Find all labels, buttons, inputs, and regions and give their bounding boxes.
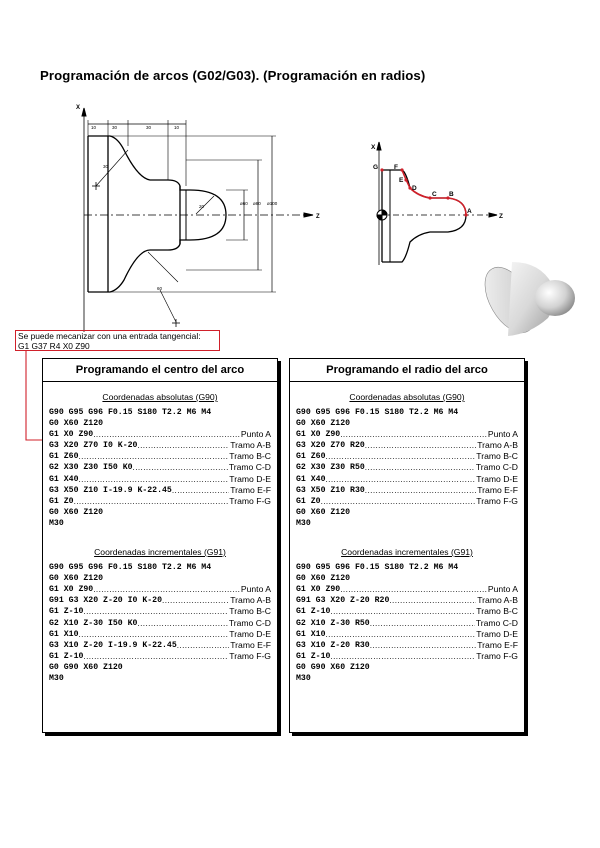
dim-top-1: 10 bbox=[91, 125, 97, 130]
axis-z-label: Z bbox=[316, 214, 320, 220]
code-block bbox=[43, 562, 277, 684]
dim-r20: 20 bbox=[199, 204, 205, 209]
point-f-label: F bbox=[394, 164, 398, 171]
code-text: G1 X10 bbox=[49, 629, 79, 639]
segment-label: Tramo D-E bbox=[476, 473, 518, 484]
dot-leader bbox=[162, 595, 229, 606]
code-block bbox=[290, 407, 524, 529]
segment-label: Tramo E-F bbox=[477, 639, 518, 650]
segment-label: Tramo B-C bbox=[476, 606, 518, 617]
part-drawing bbox=[82, 108, 313, 332]
code-line bbox=[49, 595, 271, 606]
code-line bbox=[296, 474, 518, 485]
code-text: G1 X0 Z90 bbox=[49, 585, 94, 595]
code-text: G1 Z60 bbox=[49, 452, 79, 462]
dot-leader bbox=[83, 606, 228, 617]
dot-leader bbox=[78, 629, 228, 640]
point-c-label: C bbox=[432, 191, 437, 198]
code-text: G2 X10 Z-30 I50 K0 bbox=[49, 618, 138, 628]
dot-leader bbox=[330, 606, 475, 617]
code-text: G0 G90 X60 Z120 bbox=[296, 662, 370, 672]
dim-top-4: 10 bbox=[174, 125, 180, 130]
code-line bbox=[49, 573, 271, 584]
segment-label: Tramo B-C bbox=[476, 451, 518, 462]
point-b-label: B bbox=[449, 191, 454, 198]
code-line bbox=[296, 496, 518, 507]
code-text: G1 Z0 bbox=[49, 496, 74, 506]
dot-leader bbox=[365, 440, 476, 451]
dot-leader bbox=[330, 651, 475, 662]
code-text: G90 G95 G96 F0.15 S180 T2.2 M6 M4 bbox=[296, 408, 459, 417]
dot-leader bbox=[340, 584, 487, 595]
dot-leader bbox=[340, 429, 487, 440]
axis-x-label-small: X bbox=[371, 144, 376, 151]
code-line bbox=[49, 629, 271, 640]
code-text: M30 bbox=[49, 518, 64, 528]
code-line bbox=[49, 474, 271, 485]
code-text: G1 Z60 bbox=[296, 452, 326, 462]
code-text: G1 Z-10 bbox=[296, 607, 331, 617]
code-block bbox=[290, 562, 524, 684]
code-text: G2 X30 Z30 R50 bbox=[296, 463, 365, 473]
code-line bbox=[296, 462, 518, 473]
code-text: G91 G3 X20 Z-20 R20 bbox=[296, 596, 390, 606]
dot-leader bbox=[325, 474, 475, 485]
segment-label: Tramo A-B bbox=[230, 440, 271, 451]
dot-leader bbox=[321, 496, 476, 507]
axis-z-label-small: Z bbox=[499, 213, 503, 220]
code-line bbox=[49, 418, 271, 429]
code-line bbox=[49, 673, 271, 684]
code-line bbox=[296, 440, 518, 451]
dot-leader bbox=[137, 618, 227, 629]
section-title-incremental: Coordenadas incrementales (G91) bbox=[94, 547, 226, 558]
segment-label: Tramo F-G bbox=[476, 495, 518, 506]
code-line bbox=[49, 562, 271, 573]
section-title-incremental: Coordenadas incrementales (G91) bbox=[341, 547, 473, 558]
code-text: G1 X10 bbox=[296, 629, 326, 639]
code-line bbox=[296, 651, 518, 662]
segment-label: Tramo F-G bbox=[229, 650, 271, 661]
code-line bbox=[296, 662, 518, 673]
dot-leader bbox=[133, 462, 228, 473]
code-text: G90 G95 G96 F0.15 S180 T2.2 M6 M4 bbox=[49, 563, 212, 573]
dim-d80: ø80 bbox=[253, 201, 261, 206]
code-line bbox=[49, 407, 271, 418]
code-line bbox=[296, 518, 518, 529]
code-text: M30 bbox=[296, 518, 311, 528]
segment-label: Tramo C-D bbox=[228, 462, 271, 473]
code-line bbox=[296, 673, 518, 684]
segment-label: Tramo C-D bbox=[475, 462, 518, 473]
code-line bbox=[49, 440, 271, 451]
part-3d-render bbox=[475, 259, 575, 341]
segment-label: Tramo E-F bbox=[230, 639, 271, 650]
code-text: G3 X20 Z70 R20 bbox=[296, 441, 365, 451]
code-line bbox=[296, 507, 518, 518]
panel-header: Programando el centro del arco bbox=[43, 359, 277, 382]
dot-leader bbox=[172, 485, 229, 496]
code-line bbox=[49, 518, 271, 529]
code-text: G0 X60 Z120 bbox=[49, 574, 104, 584]
dot-leader bbox=[93, 584, 240, 595]
panel-arc-center bbox=[42, 358, 278, 733]
code-text: G1 X40 bbox=[49, 474, 79, 484]
dot-leader bbox=[78, 451, 228, 462]
code-line bbox=[296, 418, 518, 429]
code-line bbox=[49, 496, 271, 507]
code-line bbox=[49, 462, 271, 473]
segment-label: Punto A bbox=[487, 584, 518, 595]
code-line bbox=[296, 640, 518, 651]
code-text: G0 G90 X60 Z120 bbox=[49, 662, 123, 672]
dim-60: 60 bbox=[157, 286, 163, 291]
code-text: G3 X50 Z10 I-19.9 K-22.45 bbox=[49, 485, 172, 495]
code-text: G0 X60 Z120 bbox=[49, 419, 104, 429]
code-text: G0 X60 Z120 bbox=[296, 507, 351, 517]
code-text: M30 bbox=[49, 673, 64, 683]
segment-label: Tramo B-C bbox=[229, 606, 271, 617]
dim-r30: 30 bbox=[103, 164, 109, 169]
code-text: G3 X10 Z-20 R30 bbox=[296, 640, 370, 650]
code-line bbox=[296, 407, 518, 418]
segment-label: Tramo D-E bbox=[229, 473, 271, 484]
profile-drawing bbox=[377, 142, 497, 265]
code-line bbox=[49, 429, 271, 440]
code-line bbox=[296, 584, 518, 595]
segment-label: Tramo B-C bbox=[229, 451, 271, 462]
dot-leader bbox=[365, 485, 476, 496]
section-title-absolute: Coordenadas absolutas (G90) bbox=[102, 392, 218, 402]
dim-d60: ø60 bbox=[240, 201, 248, 206]
segment-label: Tramo C-D bbox=[228, 617, 271, 628]
code-line bbox=[296, 485, 518, 496]
dot-leader bbox=[78, 474, 228, 485]
axis-x-label: X bbox=[76, 105, 81, 111]
panel-header: Programando el radio del arco bbox=[290, 359, 524, 382]
code-line bbox=[49, 584, 271, 595]
point-d-label: D bbox=[412, 185, 417, 192]
segment-label: Tramo A-B bbox=[477, 595, 518, 606]
segment-label: Tramo F-G bbox=[229, 495, 271, 506]
code-text: G2 X10 Z-30 R50 bbox=[296, 618, 370, 628]
code-text: G3 X20 Z70 I0 K-20 bbox=[49, 441, 138, 451]
code-line bbox=[296, 618, 518, 629]
dot-leader bbox=[325, 629, 475, 640]
dot-leader bbox=[83, 651, 228, 662]
segment-label: Tramo D-E bbox=[476, 628, 518, 639]
segment-label: Tramo C-D bbox=[475, 617, 518, 628]
code-line bbox=[296, 562, 518, 573]
segment-label: Tramo D-E bbox=[229, 628, 271, 639]
code-text: G1 X40 bbox=[296, 474, 326, 484]
segment-label: Tramo A-B bbox=[477, 440, 518, 451]
code-text: G0 X60 Z120 bbox=[49, 507, 104, 517]
code-text: G0 X60 Z120 bbox=[296, 419, 351, 429]
code-line bbox=[296, 629, 518, 640]
dot-leader bbox=[177, 640, 230, 651]
dot-leader bbox=[370, 640, 477, 651]
code-line bbox=[296, 573, 518, 584]
segment-label: Punto A bbox=[240, 584, 271, 595]
point-a-label: A bbox=[467, 208, 472, 215]
code-text: G1 Z-10 bbox=[49, 607, 84, 617]
code-text: G1 Z-10 bbox=[49, 651, 84, 661]
point-g-label: G bbox=[373, 164, 379, 171]
note-line-1: Se puede mecanizar con una entrada tangencial: bbox=[18, 331, 201, 341]
code-line bbox=[296, 451, 518, 462]
page-title: Programación de arcos (G02/G03). (Programación en radios) bbox=[40, 68, 426, 83]
dot-leader bbox=[137, 440, 229, 451]
code-text: G91 G3 X20 Z-20 I0 K-20 bbox=[49, 596, 163, 606]
segment-label: Punto A bbox=[240, 429, 271, 440]
dim-d100: ø100 bbox=[267, 201, 278, 206]
dot-leader bbox=[93, 429, 240, 440]
code-line bbox=[49, 606, 271, 617]
dim-top-2: 30 bbox=[112, 125, 118, 130]
code-text: G1 X0 Z90 bbox=[49, 430, 94, 440]
dim-top-3: 30 bbox=[146, 125, 152, 130]
segment-label: Tramo E-F bbox=[477, 484, 518, 495]
code-line bbox=[296, 429, 518, 440]
dot-leader bbox=[365, 462, 475, 473]
segment-label: Tramo A-B bbox=[230, 595, 271, 606]
code-text: G1 Z0 bbox=[296, 496, 321, 506]
section-title-absolute: Coordenadas absolutas (G90) bbox=[349, 392, 465, 402]
code-line bbox=[296, 595, 518, 606]
code-line bbox=[49, 451, 271, 462]
segment-label: Punto A bbox=[487, 429, 518, 440]
segment-label: Tramo E-F bbox=[230, 484, 271, 495]
code-text: G1 X0 Z90 bbox=[296, 585, 341, 595]
code-line bbox=[296, 606, 518, 617]
code-text: G0 X60 Z120 bbox=[296, 574, 351, 584]
code-text: G3 X10 Z-20 I-19.9 K-22.45 bbox=[49, 640, 177, 650]
code-block bbox=[43, 407, 277, 529]
code-line bbox=[49, 507, 271, 518]
code-line bbox=[49, 651, 271, 662]
code-line bbox=[49, 640, 271, 651]
code-text: G1 Z-10 bbox=[296, 651, 331, 661]
code-line bbox=[49, 662, 271, 673]
dot-leader bbox=[325, 451, 475, 462]
code-text: G3 X50 Z10 R30 bbox=[296, 485, 365, 495]
code-text: M30 bbox=[296, 673, 311, 683]
tangential-entry-note bbox=[15, 330, 220, 351]
code-text: G2 X30 Z30 I50 K0 bbox=[49, 463, 133, 473]
panel-arc-radius bbox=[289, 358, 525, 733]
dot-leader bbox=[370, 618, 475, 629]
code-line bbox=[49, 485, 271, 496]
segment-label: Tramo F-G bbox=[476, 650, 518, 661]
code-text: G1 X0 Z90 bbox=[296, 430, 341, 440]
dot-leader bbox=[74, 496, 229, 507]
code-line bbox=[49, 618, 271, 629]
dot-leader bbox=[389, 595, 476, 606]
code-text: G90 G95 G96 F0.15 S180 T2.2 M6 M4 bbox=[296, 563, 459, 573]
code-text: G90 G95 G96 F0.15 S180 T2.2 M6 M4 bbox=[49, 408, 212, 417]
point-e-label: E bbox=[399, 177, 404, 184]
note-line-2: G1 G37 R4 X0 Z90 bbox=[18, 340, 90, 351]
